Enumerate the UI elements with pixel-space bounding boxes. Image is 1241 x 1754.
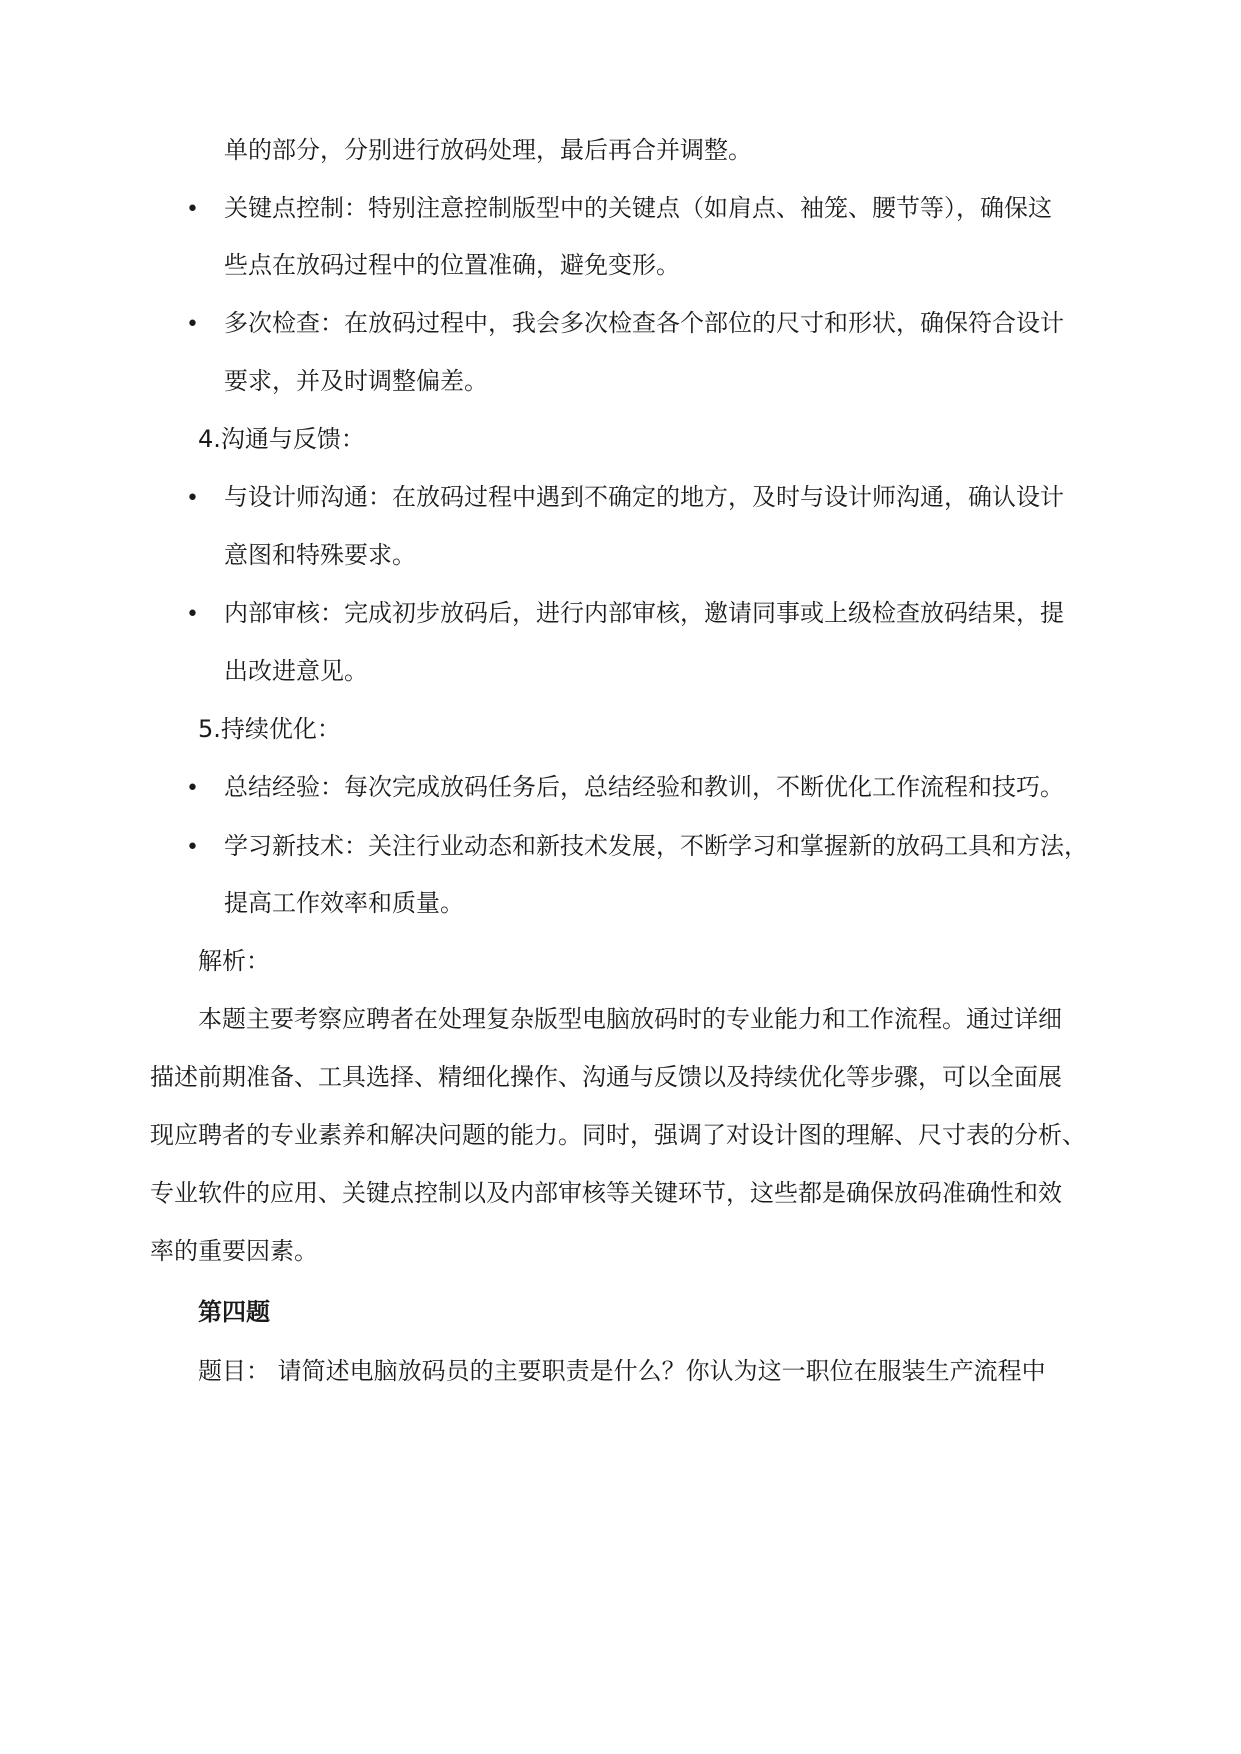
analysis-paragraph-line: 描述前期准备、工具选择、精细化操作、沟通与反馈以及持续优化等步骤，可以全面展 bbox=[150, 1063, 1062, 1091]
list-item-continuation: 提高工作效率和质量。 bbox=[224, 889, 464, 917]
list-item-key-points: 关键点控制：特别注意控制版型中的关键点（如肩点、袖笼、腰节等），确保这 bbox=[224, 194, 1052, 222]
bullet-icon: • bbox=[186, 486, 199, 511]
bullet-icon: • bbox=[186, 197, 199, 222]
list-item-continuation: 意图和特殊要求。 bbox=[224, 541, 416, 569]
list-item-continuation: 单的部分，分别进行放码处理，最后再合并调整。 bbox=[224, 136, 752, 164]
list-item-internal-review: 内部审核：完成初步放码后，进行内部审核，邀请同事或上级检查放码结果，提 bbox=[224, 599, 1064, 627]
section-heading-optimization: 5.持续优化： bbox=[198, 715, 341, 743]
analysis-paragraph-line: 专业软件的应用、关键点控制以及内部审核等关键环节，这些都是确保放码准确性和效 bbox=[150, 1179, 1062, 1207]
list-item-designer-communication: 与设计师沟通：在放码过程中遇到不确定的地方，及时与设计师沟通，确认设计 bbox=[224, 483, 1064, 511]
question-heading: 第四题 bbox=[198, 1298, 270, 1326]
list-item-continuation: 要求，并及时调整偏差。 bbox=[224, 367, 488, 395]
bullet-icon: • bbox=[186, 602, 199, 627]
analysis-paragraph-line: 本题主要考察应聘者在处理复杂版型电脑放码时的专业能力和工作流程。通过详细 bbox=[198, 1005, 1062, 1033]
list-item-multiple-checks: 多次检查：在放码过程中，我会多次检查各个部位的尺寸和形状，确保符合设计 bbox=[224, 309, 1064, 337]
bullet-icon: • bbox=[186, 776, 199, 801]
bullet-icon: • bbox=[186, 835, 199, 860]
analysis-label: 解析： bbox=[198, 947, 270, 975]
analysis-paragraph-line: 现应聘者的专业素养和解决问题的能力。同时，强调了对设计图的理解、尺寸表的分析、 bbox=[150, 1121, 1086, 1149]
bullet-icon: • bbox=[186, 312, 199, 337]
question-text: 题目： 请简述电脑放码员的主要职责是什么？你认为这一职位在服装生产流程中 bbox=[198, 1357, 1046, 1385]
list-item-continuation: 出改进意见。 bbox=[224, 657, 368, 685]
list-item-continuation: 些点在放码过程中的位置准确，避免变形。 bbox=[224, 251, 680, 279]
analysis-paragraph-line: 率的重要因素。 bbox=[150, 1237, 318, 1265]
list-item-summarize-experience: 总结经验：每次完成放码任务后，总结经验和教训，不断优化工作流程和技巧。 bbox=[224, 773, 1064, 801]
list-item-learn-new-tech: 学习新技术：关注行业动态和新技术发展，不断学习和掌握新的放码工具和方法， bbox=[224, 832, 1088, 860]
section-heading-communication: 4.沟通与反馈： bbox=[198, 425, 365, 453]
